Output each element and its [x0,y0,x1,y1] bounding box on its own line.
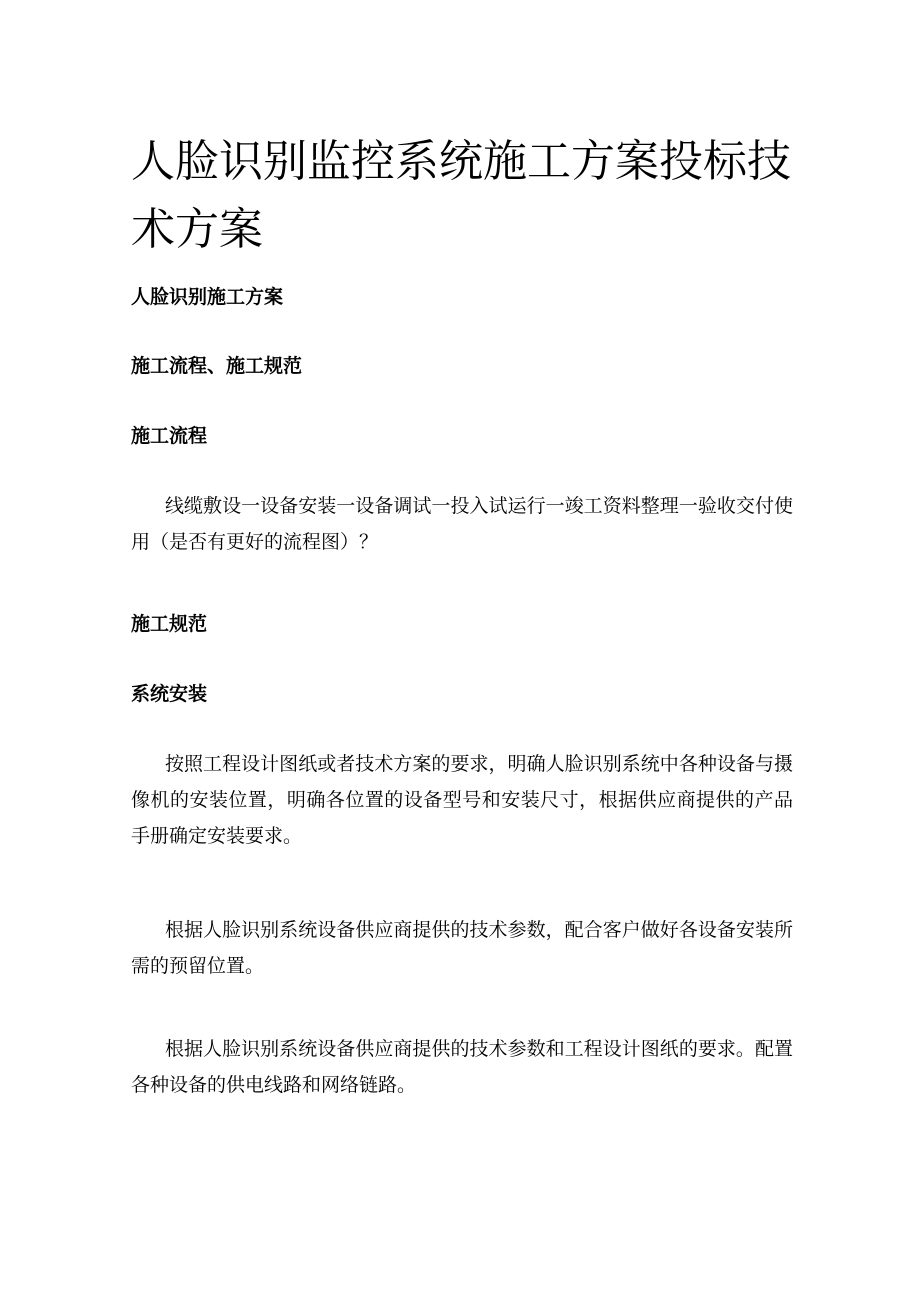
section-heading-system-installation: 系统安装 [131,683,208,705]
section-heading-face-recognition-plan: 人脸识别施工方案 [131,286,284,308]
paragraph-power-and-network: 根据人脸识别系统设备供应商提供的技术参数和工程设计图纸的要求。配置各种设备的供电线路和网络链路。 [131,1038,793,1096]
section-heading-process-and-standards: 施工流程、施工规范 [131,355,303,377]
section-heading-construction-process: 施工流程 [131,425,208,447]
paragraph-reserved-positions: 根据人脸识别系统设备供应商提供的技术参数，配合客户做好各设备安装所需的预留位置。 [131,919,793,977]
paragraph-installation-positions: 按照工程设计图纸或者技术方案的要求，明确人脸识别系统中各种设备与摄像机的安装位置，明确各位置的设备型号和安装尺寸，根据供应商提供的产品手册确定安装要求。 [131,753,793,847]
document-title: 人脸识别监控系统施工方案投标技术方案 [131,136,791,255]
section-heading-construction-standards: 施工规范 [131,613,208,635]
paragraph-process-steps: 线缆敷设一设备安装一设备调试一投入试运行一竣工资料整理一验收交付使用（是否有更好的流程图）？ [131,495,793,553]
